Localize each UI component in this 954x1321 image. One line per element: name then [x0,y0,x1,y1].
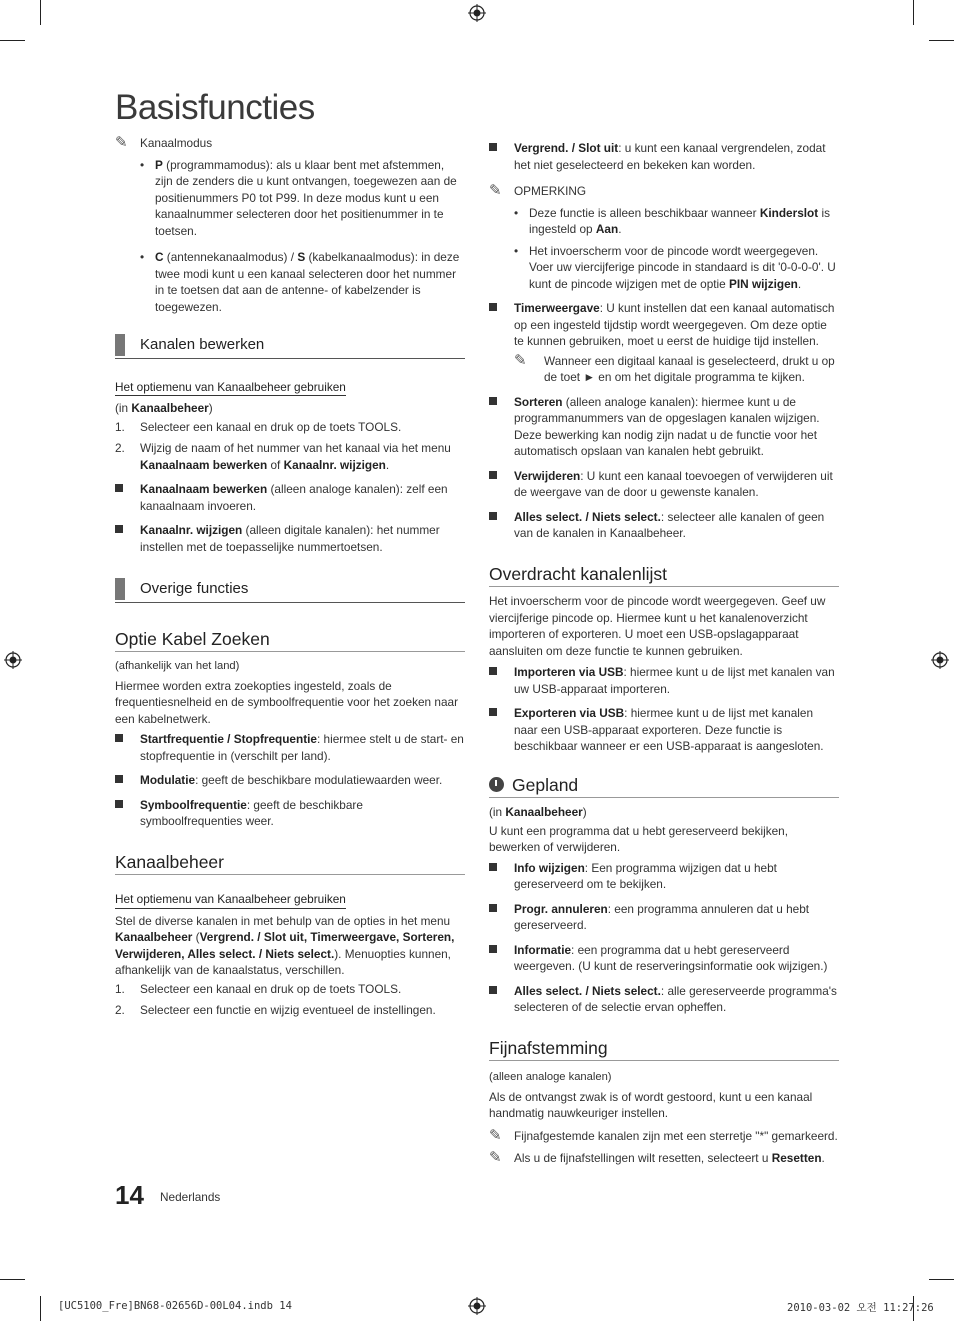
list-item: Symboolfrequentie: geeft de beschikbare symboolfrequenties weer. [115,797,465,830]
crop-mark [0,1279,25,1280]
paragraph: Hiermee worden extra zoekopties ingesteld, zoals de frequentiesnelheid en de symboolfrequentie voor het zoeken naar een kabelnetwerk. [115,678,458,726]
crop-mark [40,1296,41,1321]
page-number: 14 [115,1180,144,1210]
page-title: Basisfuncties [115,88,315,127]
opmerking-list [489,205,839,293]
crop-mark [0,40,25,41]
in-context: (in Kanaalbeheer) [115,401,213,415]
country-note: (afhankelijk van het land) [115,660,240,672]
clock-icon [489,777,504,792]
crop-mark [929,1279,954,1280]
list-item: Startfrequentie / Stopfrequentie: hiermee stelt u de start- en stopfrequentie in (verschilt per land). [115,731,465,764]
list-item: Modulatie: geeft de beschikbare modulatiewaarden weer. [115,772,465,789]
pencil-note-icon: ✎ [115,134,128,151]
print-slug-date: 2010-03-02 오전 11:27:26 [787,1302,934,1314]
heading-fijnafstemming: Fijnafstemming [489,1040,839,1062]
subheading-kanalen-bewerken: Kanalen bewerken [115,331,465,359]
registration-mark-icon [4,651,22,669]
page-language: Nederlands [160,1190,221,1204]
step: 2. Selecteer een functie en wijzig eventueel de instellingen. [115,1003,436,1017]
note-timer: ✎ Wanneer een digitaal kanaal is geselecteerd, drukt u op de toet ► en om het digitale programma te kijken. [514,351,835,384]
registration-mark-icon [468,4,486,22]
registration-mark-icon [468,1297,486,1315]
list-item: Informatie: een programma dat u hebt gereserveerd weergeven. (U kunt de reserveringsinformatie ook wijzigen.) [489,942,839,975]
pencil-note-icon: ✎ [489,1149,502,1166]
note-kanaalmodus: ✎ Kanaalmodus [115,134,213,151]
registration-mark-icon [931,651,949,669]
crop-mark [40,0,41,25]
heading-kanaalbeheer: Kanaalbeheer [115,854,465,876]
list-item: Exporteren via USB: hiermee kunt u de lijst met kanalen naar een USB-apparaat exporteren. Deze functie is beschikbaar wanneer er een USB-apparaat is aangesloten. [489,705,839,755]
list-item: Timerweergave: U kunt instellen dat een kanaal automatisch op een ingesteld tijdstip wordt weergegeven. Om deze optie te kunnen gebruiken, moet u eerst de huidige tijd instellen. [489,300,839,350]
note-opmerking: ✎ OPMERKING [489,182,587,199]
list-item: Sorteren (alleen analoge kanalen): hiermee kunt u de programmanummers van de opgeslagen kanalen wijzigen. Deze bewerking kan nodig zijn nadat u de functie voor het automatisch opslaan van kanalen hebt gebruikt. [489,394,839,460]
step: 1. Selecteer een kanaal en druk op de toets TOOLS. [115,419,402,434]
paragraph: Het invoerscherm voor de pincode wordt weergegeven. Geef uw viercijferige pincode op. Hiermee kunt u het kanalenoverzicht importeren of exporteren. U moet een USB-opslagapparaat aansluiten om deze functie te kunnen gebruiken. [489,594,826,658]
heading-overdracht-kanalenlijst: Overdracht kanalenlijst [489,566,839,588]
list-item: Verwijderen: U kunt een kanaal toevoegen of verwijderen uit de weergave van de door u gewenste kanalen. [489,468,839,501]
kanaalmodus-list [115,157,465,316]
step: 1. Selecteer een kanaal en druk op de toets TOOLS. [115,981,402,996]
analog-note: (alleen analoge kanalen) [489,1071,612,1083]
list-item: • C (antennekanaalmodus) / S (kabelkanaalmodus): in deze twee modi kunt u een kanaal selecteren door het nummer in te toetsen dat aan de antenne- of kabelzender is toegewezen. [140,250,460,314]
heading-gepland: Gepland [489,777,839,799]
list-item: Kanaalnaam bewerken (alleen analoge kanalen): zelf een kanaalnaam invoeren. [115,481,465,514]
list-item: Alles select. / Niets select.: selecteer alle kanalen of geen van de kanalen in Kanaalbeheer. [489,509,839,542]
step: 2. Wijzig de naam of het nummer van het kanaal via het menu Kanaalnaam bewerken of Kanaalnr. wijzigen. [115,441,451,472]
list-item: Progr. annuleren: een programma annuleren dat u hebt gereserveerd. [489,901,839,934]
note-fijnafstemming-2: ✎ Als u de fijnafstellingen wilt resetten, selecteert u Resetten. [489,1149,825,1166]
note-fijnafstemming-1: ✎ Fijnafgestemde kanalen zijn met een sterretje "*" gemarkeerd. [489,1126,838,1144]
paragraph: Stel de diverse kanalen in met behulp van de opties in het menu Kanaalbeheer (Vergrend. / Slot uit, Timerweergave, Sorteren, Verwijderen, Alles select. / Niets select.). Menuopties kunnen, afhankelijk van de kanaalstatus, verschillen. [115,913,455,977]
paragraph: Als de ontvangst zwak is of wordt gestoord, kunt u een kanaal handmatig nauwkeuriger instellen. [489,1089,813,1120]
list-item: Importeren via USB: hiermee kunt u de lijst met kanalen van uw USB-apparaat importeren. [489,664,839,697]
menu-heading: Het optiemenu van Kanaalbeheer gebruiken [115,379,346,397]
crop-mark [913,0,914,25]
list-item: Info wijzigen: Een programma wijzigen dat u hebt gereserveerd om te bekijken. [489,860,839,893]
crop-mark [929,40,954,41]
menu-heading: Het optiemenu van Kanaalbeheer gebruiken [115,891,346,909]
pencil-note-icon: ✎ [514,351,527,369]
left-column [115,135,465,1019]
paragraph: U kunt een programma dat u hebt gereserveerd bekijken, bewerken of verwijderen. [489,823,789,854]
subheading-overige-functies: Overige functies [115,575,465,603]
in-context: (in Kanaalbeheer) [489,805,587,819]
heading-optie-kabel-zoeken: Optie Kabel Zoeken [115,631,465,653]
list-item: Vergrend. / Slot uit: u kunt een kanaal vergrendelen, zodat het niet geselecteerd en bekeken kan worden. [489,140,839,173]
list-item: Alles select. / Niets select.: alle gereserveerde programma's selecteren of de selectie ervan opheffen. [489,983,839,1016]
pencil-note-icon: ✎ [489,182,502,199]
right-column [489,135,839,1167]
print-slug-file: [UC5100_Fre]BN68-02656D-00L04.indb 14 [58,1300,292,1312]
list-item: Kanaalnr. wijzigen (alleen digitale kanalen): het nummer instellen met de toepasselijke nummertoetsen. [115,522,465,555]
pencil-note-icon: ✎ [489,1126,502,1144]
list-item: • Het invoerscherm voor de pincode wordt weergegeven. Voer uw viercijferige pincode in standaard is dit '0-0-0-0'. U kunt de pincode wijzigen met de optie PIN wijzigen. [514,243,836,291]
list-item: • P (programmamodus): als u klaar bent met afstemmen, zijn de zenders die u kunt ontvangen, toegewezen aan de positienummers P0 tot P99. In deze modus kunt u een kanaalnummer selecteren door het positienummer in te toetsen. [140,157,457,238]
list-item: • Deze functie is alleen beschikbaar wanneer Kinderslot is ingesteld op Aan. [514,205,830,236]
